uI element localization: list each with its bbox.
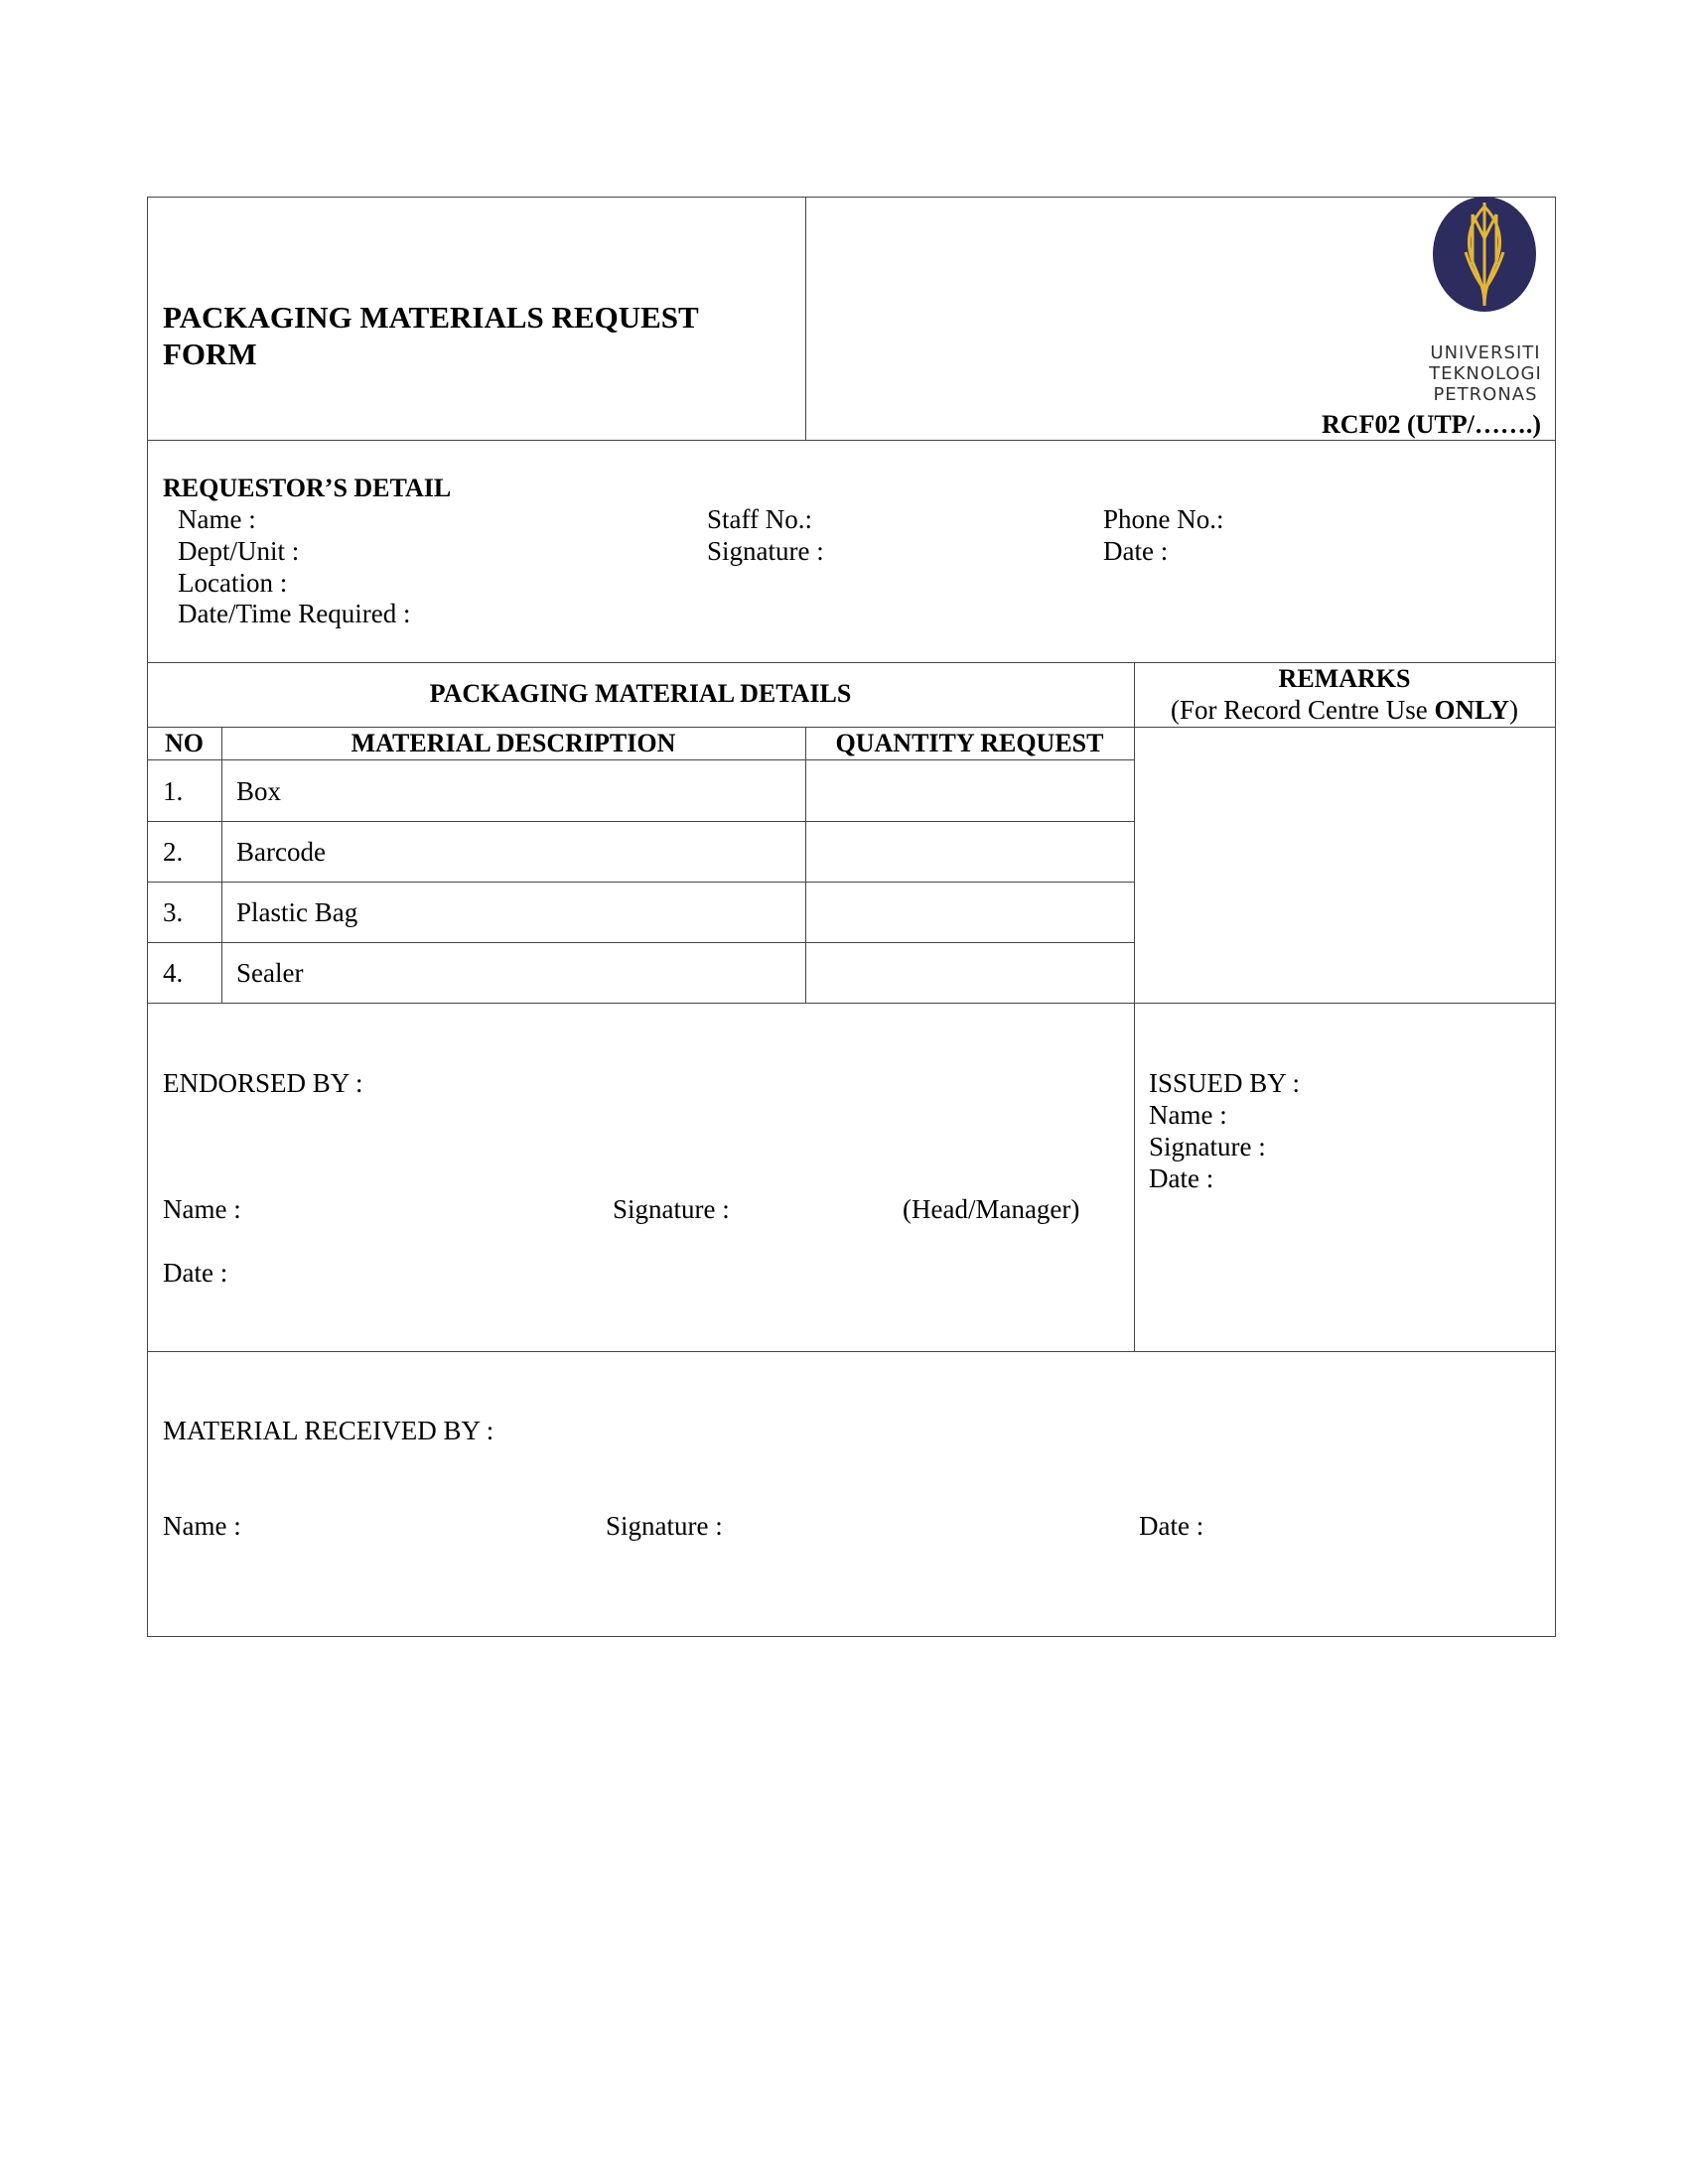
requestor-phone-label: Phone No.: bbox=[1103, 504, 1224, 534]
row-2-description: Barcode bbox=[236, 837, 326, 867]
endorsed-date-label: Date : bbox=[163, 1258, 228, 1288]
remarks-heading: REMARKS bbox=[1278, 664, 1411, 693]
row-1-no: 1. bbox=[163, 776, 184, 806]
requestor-dept-label: Dept/Unit : bbox=[178, 536, 300, 566]
row-2-no: 2. bbox=[163, 837, 184, 867]
row-4-description: Sealer bbox=[236, 958, 304, 988]
received-name-label: Name : bbox=[163, 1511, 241, 1541]
utp-crest-icon bbox=[1428, 195, 1547, 314]
form-border-right bbox=[1555, 197, 1556, 1637]
issued-signature-label: Signature : bbox=[1149, 1132, 1266, 1161]
endorsed-heading: ENDORSED BY : bbox=[163, 1068, 363, 1098]
form-title-line-1: PACKAGING MATERIALS REQUEST bbox=[163, 300, 699, 335]
requestor-signature-label: Signature : bbox=[707, 536, 824, 566]
form-border-left bbox=[147, 197, 148, 1637]
materials-heading: PACKAGING MATERIAL DETAILS bbox=[429, 679, 852, 708]
requestor-location-label: Location : bbox=[178, 568, 288, 598]
column-header-no: NO bbox=[165, 729, 204, 757]
logo-text-line-3: PETRONAS bbox=[1433, 384, 1538, 405]
row-3-no: 3. bbox=[163, 897, 184, 927]
row-3-description: Plastic Bag bbox=[236, 897, 358, 927]
received-heading: MATERIAL RECEIVED BY : bbox=[163, 1416, 494, 1445]
remarks-sub-prefix: (For Record Centre Use bbox=[1171, 695, 1435, 725]
logo-text-line-1: UNIVERSITI bbox=[1430, 342, 1541, 363]
endorsed-name-label: Name : bbox=[163, 1194, 241, 1224]
divider-row-2 bbox=[147, 882, 1134, 883]
endorsed-signature-label: Signature : bbox=[613, 1194, 730, 1224]
divider-no-column bbox=[221, 727, 222, 1003]
divider-remarks-column bbox=[1134, 662, 1135, 1351]
divider-header-middle bbox=[805, 197, 806, 440]
remarks-sub-only: ONLY bbox=[1434, 695, 1509, 725]
divider-endorse-bottom bbox=[147, 1351, 1556, 1352]
divider-row-3 bbox=[147, 942, 1134, 943]
row-1-description: Box bbox=[236, 776, 282, 806]
remarks-subheading bbox=[1134, 694, 1555, 726]
requestor-name-label: Name : bbox=[178, 504, 256, 534]
form-border-bottom bbox=[147, 1636, 1556, 1637]
issued-date-label: Date : bbox=[1149, 1163, 1214, 1193]
row-4-no: 4. bbox=[163, 958, 184, 988]
column-header-description: MATERIAL DESCRIPTION bbox=[351, 729, 676, 757]
column-header-quantity: QUANTITY REQUEST bbox=[835, 729, 1104, 757]
received-signature-label: Signature : bbox=[606, 1511, 723, 1541]
issued-heading: ISSUED BY : bbox=[1149, 1068, 1301, 1098]
divider-row-1 bbox=[147, 821, 1134, 822]
form-code: RCF02 (UTP/…….) bbox=[1322, 410, 1541, 439]
requestor-datetime-label: Date/Time Required : bbox=[178, 599, 411, 628]
divider-desc-column bbox=[805, 727, 806, 1003]
logo-text-line-2: TEKNOLOGI bbox=[1429, 363, 1542, 384]
form-border-top bbox=[147, 197, 1556, 198]
divider-materials-bottom bbox=[147, 1003, 1556, 1004]
requestor-date-label: Date : bbox=[1103, 536, 1169, 566]
remarks-sub-suffix: ) bbox=[1508, 695, 1518, 725]
requestor-heading: REQUESTOR’S DETAIL bbox=[163, 474, 452, 502]
received-date-label: Date : bbox=[1139, 1511, 1204, 1541]
issued-name-label: Name : bbox=[1149, 1100, 1227, 1130]
endorsed-role: (Head/Manager) bbox=[903, 1194, 1080, 1224]
form-title-line-2: FORM bbox=[163, 337, 257, 371]
requestor-staff-no-label: Staff No.: bbox=[707, 504, 812, 534]
divider-column-headers bbox=[147, 759, 1134, 760]
